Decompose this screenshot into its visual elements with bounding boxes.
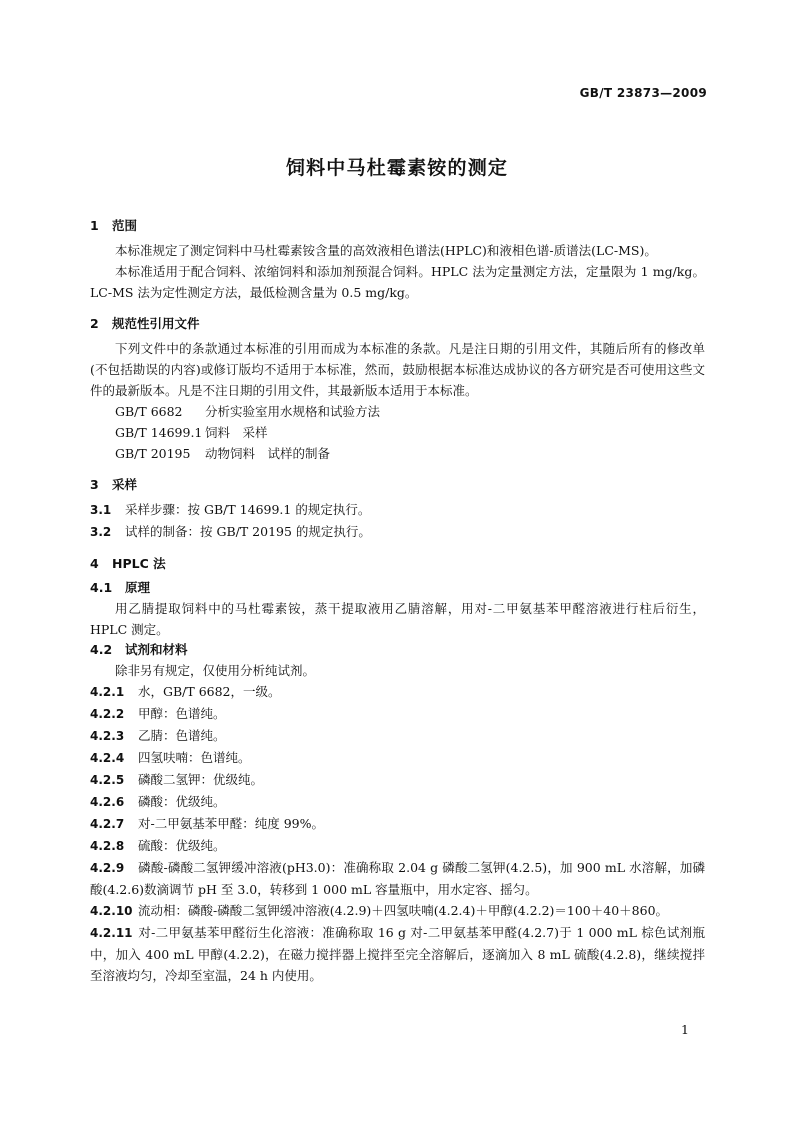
reagent-item bbox=[90, 922, 705, 986]
section-3-heading bbox=[90, 475, 705, 495]
section-number: 1 bbox=[90, 218, 99, 233]
subsection-title: 原理 bbox=[125, 580, 151, 595]
clause-text: 流动相：磷酸-磷酸二氢钾缓冲溶液(4.2.9)＋四氢呋喃(4.2.4)＋甲醇(4.2.2)＝100＋40＋860。 bbox=[138, 903, 669, 918]
clause-text: 四氢呋喃：色谱纯。 bbox=[138, 750, 251, 765]
subsection-4-1-heading bbox=[90, 578, 705, 598]
reference-item bbox=[90, 443, 705, 464]
clause-number: 4.2.10 bbox=[90, 904, 133, 918]
section-1-heading bbox=[90, 216, 705, 236]
scope-paragraph-2: 本标准适用于配合饲料、浓缩饲料和添加剂预混合饲料。HPLC 法为定量测定方法，定量限为 1 mg/kg。LC-MS 法为定性测定方法，最低检测含量为 0.5 mg/kg。 bbox=[90, 264, 705, 300]
reference-code: GB/T 6682 bbox=[115, 404, 183, 419]
subsection-number: 4.2 bbox=[90, 642, 113, 657]
clause-number: 4.2.1 bbox=[90, 685, 125, 699]
clause-text: 磷酸：优级纯。 bbox=[138, 794, 226, 809]
reagent-item bbox=[90, 900, 705, 922]
page-title: 饲料中马杜霉素铵的测定 bbox=[285, 157, 509, 179]
reference-code: GB/T 20195 bbox=[115, 446, 191, 461]
section-number: 3 bbox=[90, 477, 99, 492]
reference-title: 动物饲料 试样的制备 bbox=[205, 446, 331, 461]
clause-number: 4.2.11 bbox=[90, 926, 133, 940]
clause-text: 采样步骤：按 GB/T 14699.1 的规定执行。 bbox=[125, 502, 371, 517]
reagent-item bbox=[90, 747, 705, 769]
document-body bbox=[90, 216, 705, 986]
reference-title: 饲料 采样 bbox=[205, 425, 268, 440]
section-title: 采样 bbox=[112, 477, 138, 492]
clause-text: 甲醇：色谱纯。 bbox=[138, 706, 226, 721]
reagent-item bbox=[90, 857, 705, 900]
clause-text: 试样的制备：按 GB/T 20195 的规定执行。 bbox=[125, 524, 371, 539]
clause-text: 硫酸：优级纯。 bbox=[138, 838, 226, 853]
section-title: 范围 bbox=[112, 218, 138, 233]
clause-number: 3.2 bbox=[90, 525, 112, 539]
reagent-item bbox=[90, 681, 705, 703]
clause-number: 4.2.8 bbox=[90, 839, 125, 853]
section-title: 规范性引用文件 bbox=[112, 316, 200, 331]
subsection-4-2-heading bbox=[90, 640, 705, 660]
reagent-item bbox=[90, 813, 705, 835]
subsection-number: 4.1 bbox=[90, 580, 113, 595]
clause-item bbox=[90, 521, 705, 543]
clause-text: 磷酸-磷酸二氢钾缓冲溶液(pH3.0)：准确称取 2.04 g 磷酸二氢钾(4.2.5)，加 900 mL 水溶解，加磷酸(4.2.6)数滴调节 pH 至 3.0，转移到 1 000 mL 容量瓶中，用水定容、摇匀。 bbox=[90, 860, 705, 897]
clause-text: 水，GB/T 6682，一级。 bbox=[138, 684, 281, 699]
reference-title: 分析实验室用水规格和试验方法 bbox=[205, 404, 381, 419]
clause-text: 对-二甲氨基苯甲醛衍生化溶液：准确称取 16 g 对-二甲氨基苯甲醛(4.2.7)于 1 000 mL 棕色试剂瓶中，加入 400 mL 甲醇(4.2.2)，在磁力搅拌器上搅拌至完全溶解后，逐滴加入 8 mL 硫酸(4.2.8)，继续搅拌至溶液均匀，冷却至室温，24 h 内使用。 bbox=[90, 925, 705, 983]
clause-text: 对-二甲氨基苯甲醛：纯度 99%。 bbox=[138, 816, 324, 831]
page-number: 1 bbox=[681, 1022, 689, 1037]
clause-text: 磷酸二氢钾：优级纯。 bbox=[138, 772, 264, 787]
section-number: 2 bbox=[90, 316, 99, 331]
reference-code: GB/T 14699.1 bbox=[115, 425, 203, 440]
reference-item bbox=[90, 422, 705, 443]
reagents-intro: 除非另有规定，仅使用分析纯试剂。 bbox=[115, 663, 316, 678]
reagent-item bbox=[90, 791, 705, 813]
section-number: 4 bbox=[90, 556, 99, 571]
reagent-item bbox=[90, 769, 705, 791]
clause-text: 乙腈：色谱纯。 bbox=[138, 728, 226, 743]
reagent-item bbox=[90, 835, 705, 857]
clause-number: 4.2.3 bbox=[90, 729, 125, 743]
references-paragraph: 下列文件中的条款通过本标准的引用而成为本标准的条款。凡是注日期的引用文件，其随后所有的修改单(不包括勘误的内容)或修订版均不适用于本标准，然而，鼓励根据本标准达成协议的各方研究是否可使用这些文件的最新版本。凡是不注日期的引用文件，其最新版本适用于本标准。 bbox=[90, 341, 705, 398]
section-2-heading bbox=[90, 314, 705, 334]
section-title: HPLC 法 bbox=[112, 556, 166, 571]
clause-number: 4.2.5 bbox=[90, 773, 125, 787]
clause-number: 4.2.2 bbox=[90, 707, 125, 721]
reagent-item bbox=[90, 703, 705, 725]
clause-number: 4.2.4 bbox=[90, 751, 125, 765]
clause-number: 4.2.7 bbox=[90, 817, 125, 831]
subsection-title: 试剂和材料 bbox=[125, 642, 188, 657]
section-4-heading bbox=[90, 554, 705, 574]
standard-number: GB/T 23873—2009 bbox=[579, 86, 707, 100]
clause-item bbox=[90, 499, 705, 521]
reagent-item bbox=[90, 725, 705, 747]
reference-item bbox=[90, 401, 705, 422]
principle-paragraph: 用乙腈提取饲料中的马杜霉素铵，蒸干提取液用乙腈溶解，用对-二甲氨基苯甲醛溶液进行柱后衍生，HPLC 测定。 bbox=[90, 601, 705, 637]
clause-number: 4.2.9 bbox=[90, 861, 125, 875]
clause-number: 3.1 bbox=[90, 503, 112, 517]
scope-paragraph-1: 本标准规定了测定饲料中马杜霉素铵含量的高效液相色谱法(HPLC)和液相色谱-质谱法(LC-MS)。 bbox=[115, 243, 657, 258]
clause-number: 4.2.6 bbox=[90, 795, 125, 809]
